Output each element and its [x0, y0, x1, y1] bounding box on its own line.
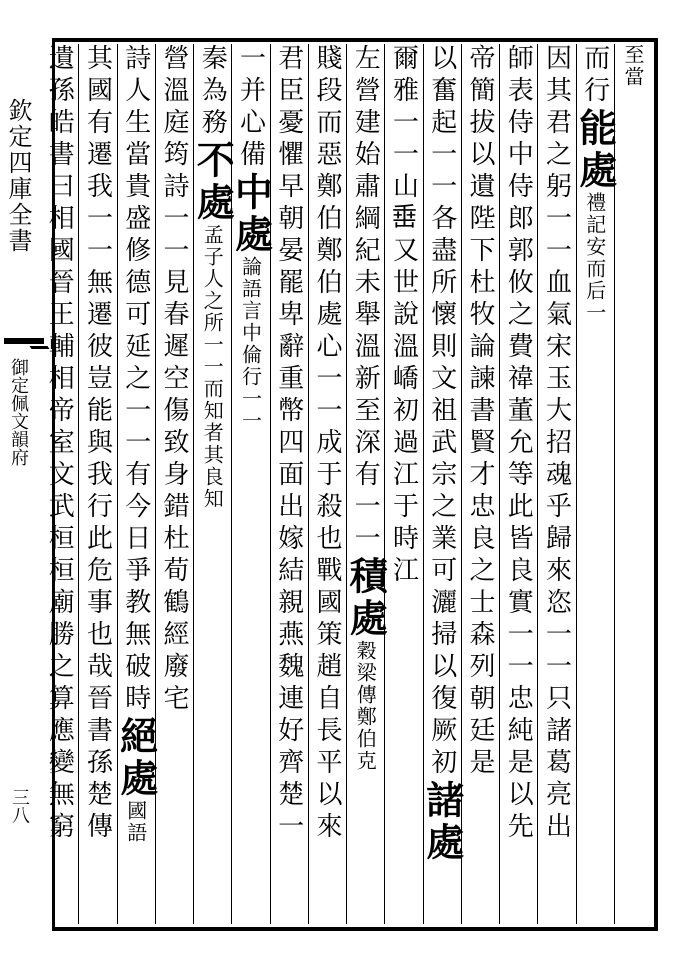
headword: 能處	[572, 108, 618, 192]
text-column	[41, 44, 79, 924]
annotation: 國語	[123, 800, 148, 844]
column-text: 君臣憂懼早朝晏罷卑辭重幣四面出嫁結親燕魏連好齊楚一	[273, 44, 304, 844]
column-text: 遺孫皓書曰相國晉王輔相帝室文武桓桓廟勝之算應變無窮	[44, 44, 75, 844]
annotation: 至當	[621, 44, 645, 88]
text-column	[309, 44, 347, 924]
annotation: 禮記安而后一	[582, 192, 607, 324]
column-text: 營溫庭筠詩一一見春遲空傷致身錯杜荀鶴經廢宅	[159, 44, 189, 716]
text-column	[419, 44, 465, 924]
text-column	[500, 44, 538, 924]
column-text: 賤段而惡鄭伯鄭伯處心一一成于殺也戰國策趙自長平以來	[312, 44, 342, 844]
text-column	[343, 44, 389, 924]
column-text: 詩人生當貴盛修德可延之一一有今日爭教無破時	[120, 44, 151, 716]
text-column	[615, 44, 652, 924]
column-text: 爾雅一一山𡸁又世說溫嶠初過江于時江	[388, 44, 419, 588]
column-text: 師表侍中侍郎郭攸之費禕董允等此皆良實一一忠純是以先	[503, 44, 534, 844]
text-column	[113, 44, 159, 924]
margin-page-number: 三八	[9, 788, 30, 824]
annotation: 穀梁傳鄭伯克	[353, 640, 378, 772]
text-column	[228, 44, 274, 924]
text-column	[79, 44, 117, 924]
headword: 諸處	[419, 780, 465, 864]
text-column	[156, 44, 194, 924]
margin-series-title: 欽定四庫全書	[4, 98, 32, 254]
text-columns	[44, 44, 652, 924]
margin-book-title: 御定佩文韻府	[8, 358, 29, 466]
headword: 絕處	[113, 716, 159, 800]
column-text: 一并心備	[235, 44, 266, 172]
text-column	[462, 44, 500, 924]
headword: 不處	[190, 140, 236, 224]
text-column	[271, 44, 309, 924]
annotation: 論語言中倫行一一	[238, 256, 263, 432]
frame-bottom-rule	[52, 927, 658, 931]
column-text: 其國有遷我一一無遷彼豈能與我行此危事也哉晉書孫楚傳	[82, 44, 113, 844]
column-text: 秦為務	[197, 44, 228, 140]
annotation: 孟子人之所一一而知者其良知	[200, 224, 225, 510]
column-text: 左營建始肅綱紀未舉溫新至深有一一	[350, 44, 381, 556]
headword: 積處	[343, 556, 389, 640]
text-column	[538, 44, 576, 924]
frame-right-rule	[654, 38, 658, 931]
headword: 中處	[228, 172, 274, 256]
frame-top-rule	[52, 38, 658, 42]
column-text: 而行	[579, 44, 610, 108]
text-column	[385, 44, 423, 924]
column-text: 帝簡拔以遺陛下杜牧論諫書賢才忠良之士森列朝廷是	[465, 44, 495, 780]
text-column	[190, 44, 236, 924]
text-column	[572, 44, 618, 924]
column-text: 以奮起一一各盡所懷則文祖武宗之業可灑掃以復厥初	[426, 44, 457, 780]
column-text: 因其君之躬一一血氣宋玉大招魂乎歸來恣一一只諸葛亮出	[541, 44, 572, 844]
